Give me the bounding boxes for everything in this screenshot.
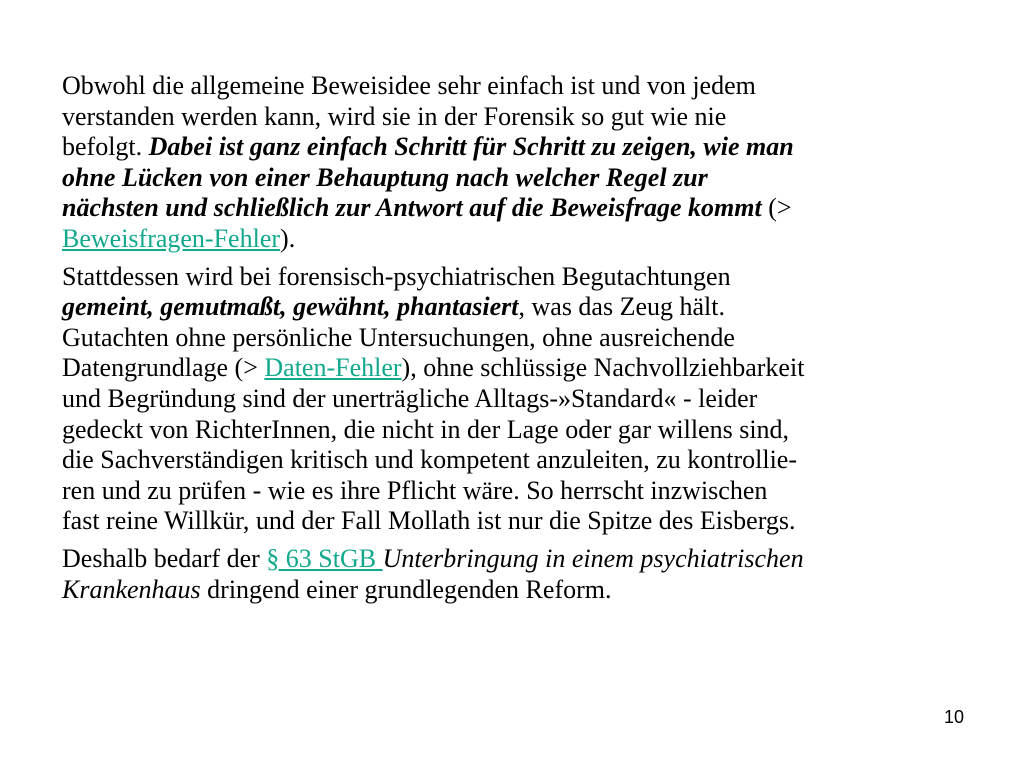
paragraph-deshalb bbox=[62, 544, 962, 605]
p1-line1: Obwohl die allgemeine Beweisidee sehr einfach ist und von jedem bbox=[62, 71, 756, 100]
p3-before: Deshalb bedarf der bbox=[62, 543, 267, 573]
p2-line1: Stattdessen wird bei forensisch-psychiatrischen Begutachtungen bbox=[62, 261, 731, 291]
p1-line5-emphasis: nächsten und schließlich zur Antwort auf die Beweisfrage kommt bbox=[62, 193, 762, 223]
p2-line4-before: Datengrundlage (> bbox=[62, 353, 265, 383]
p1-line6-after: ). bbox=[280, 223, 296, 253]
slide-content bbox=[62, 71, 962, 612]
p2-line5: und Begründung sind der unerträgliche Alltags-»Standard« - leider bbox=[62, 383, 758, 413]
page-number: 10 bbox=[943, 707, 964, 727]
p2-line8: ren und zu prüfen - wie es ihre Pflicht wäre. So herrscht inzwischen bbox=[62, 475, 768, 505]
paragraph-stattdessen bbox=[62, 262, 962, 537]
p2-line2-emphasis: gemeint, gemutmaßt, gewähnt, phantasiert bbox=[62, 292, 519, 322]
link-beweisfragen-fehler[interactable]: Beweisfragen-Fehler bbox=[62, 223, 281, 253]
p1-line2: verstanden werden kann, wird sie in der Forensik so gut wie nie bbox=[62, 101, 727, 131]
p1-line5-after: (> bbox=[761, 193, 792, 223]
link-daten-fehler[interactable]: Daten-Fehler bbox=[264, 353, 402, 383]
p1-line3-emphasis: Dabei ist ganz einfach Schritt für Schritt zu zeigen, wie man bbox=[148, 132, 794, 162]
p2-line9: fast reine Willkür, und der Fall Mollath ist nur die Spitze des Eisbergs. bbox=[62, 506, 796, 536]
p2-line6: gedeckt von RichterInnen, die nicht in der Lage oder gar willens sind, bbox=[62, 414, 790, 444]
link-63-stgb[interactable]: § 63 StGB bbox=[266, 543, 383, 573]
p3-line1-emphasis: Unterbringung in einem psychiatrischen bbox=[382, 543, 804, 573]
p3-line2-emphasis: Krankenhaus bbox=[62, 574, 201, 604]
p2-line2-after: , was das Zeug hält. bbox=[518, 292, 726, 322]
p1-line3-plain: befolgt. bbox=[62, 132, 149, 162]
p2-line3: Gutachten ohne persönliche Untersuchungen, ohne ausreichende bbox=[62, 322, 735, 352]
p1-line4-emphasis: ohne Lücken von einer Behauptung nach welcher Regel zur bbox=[62, 162, 708, 192]
paragraph-beweisidee bbox=[62, 71, 962, 255]
p2-line4-after: ), ohne schlüssige Nachvollziehbarkeit bbox=[401, 353, 805, 383]
p3-line2-after: dringend einer grundlegenden Reform. bbox=[200, 574, 612, 604]
p2-line7: die Sachverständigen kritisch und kompetent anzuleiten, zu kontrollie- bbox=[62, 445, 798, 475]
